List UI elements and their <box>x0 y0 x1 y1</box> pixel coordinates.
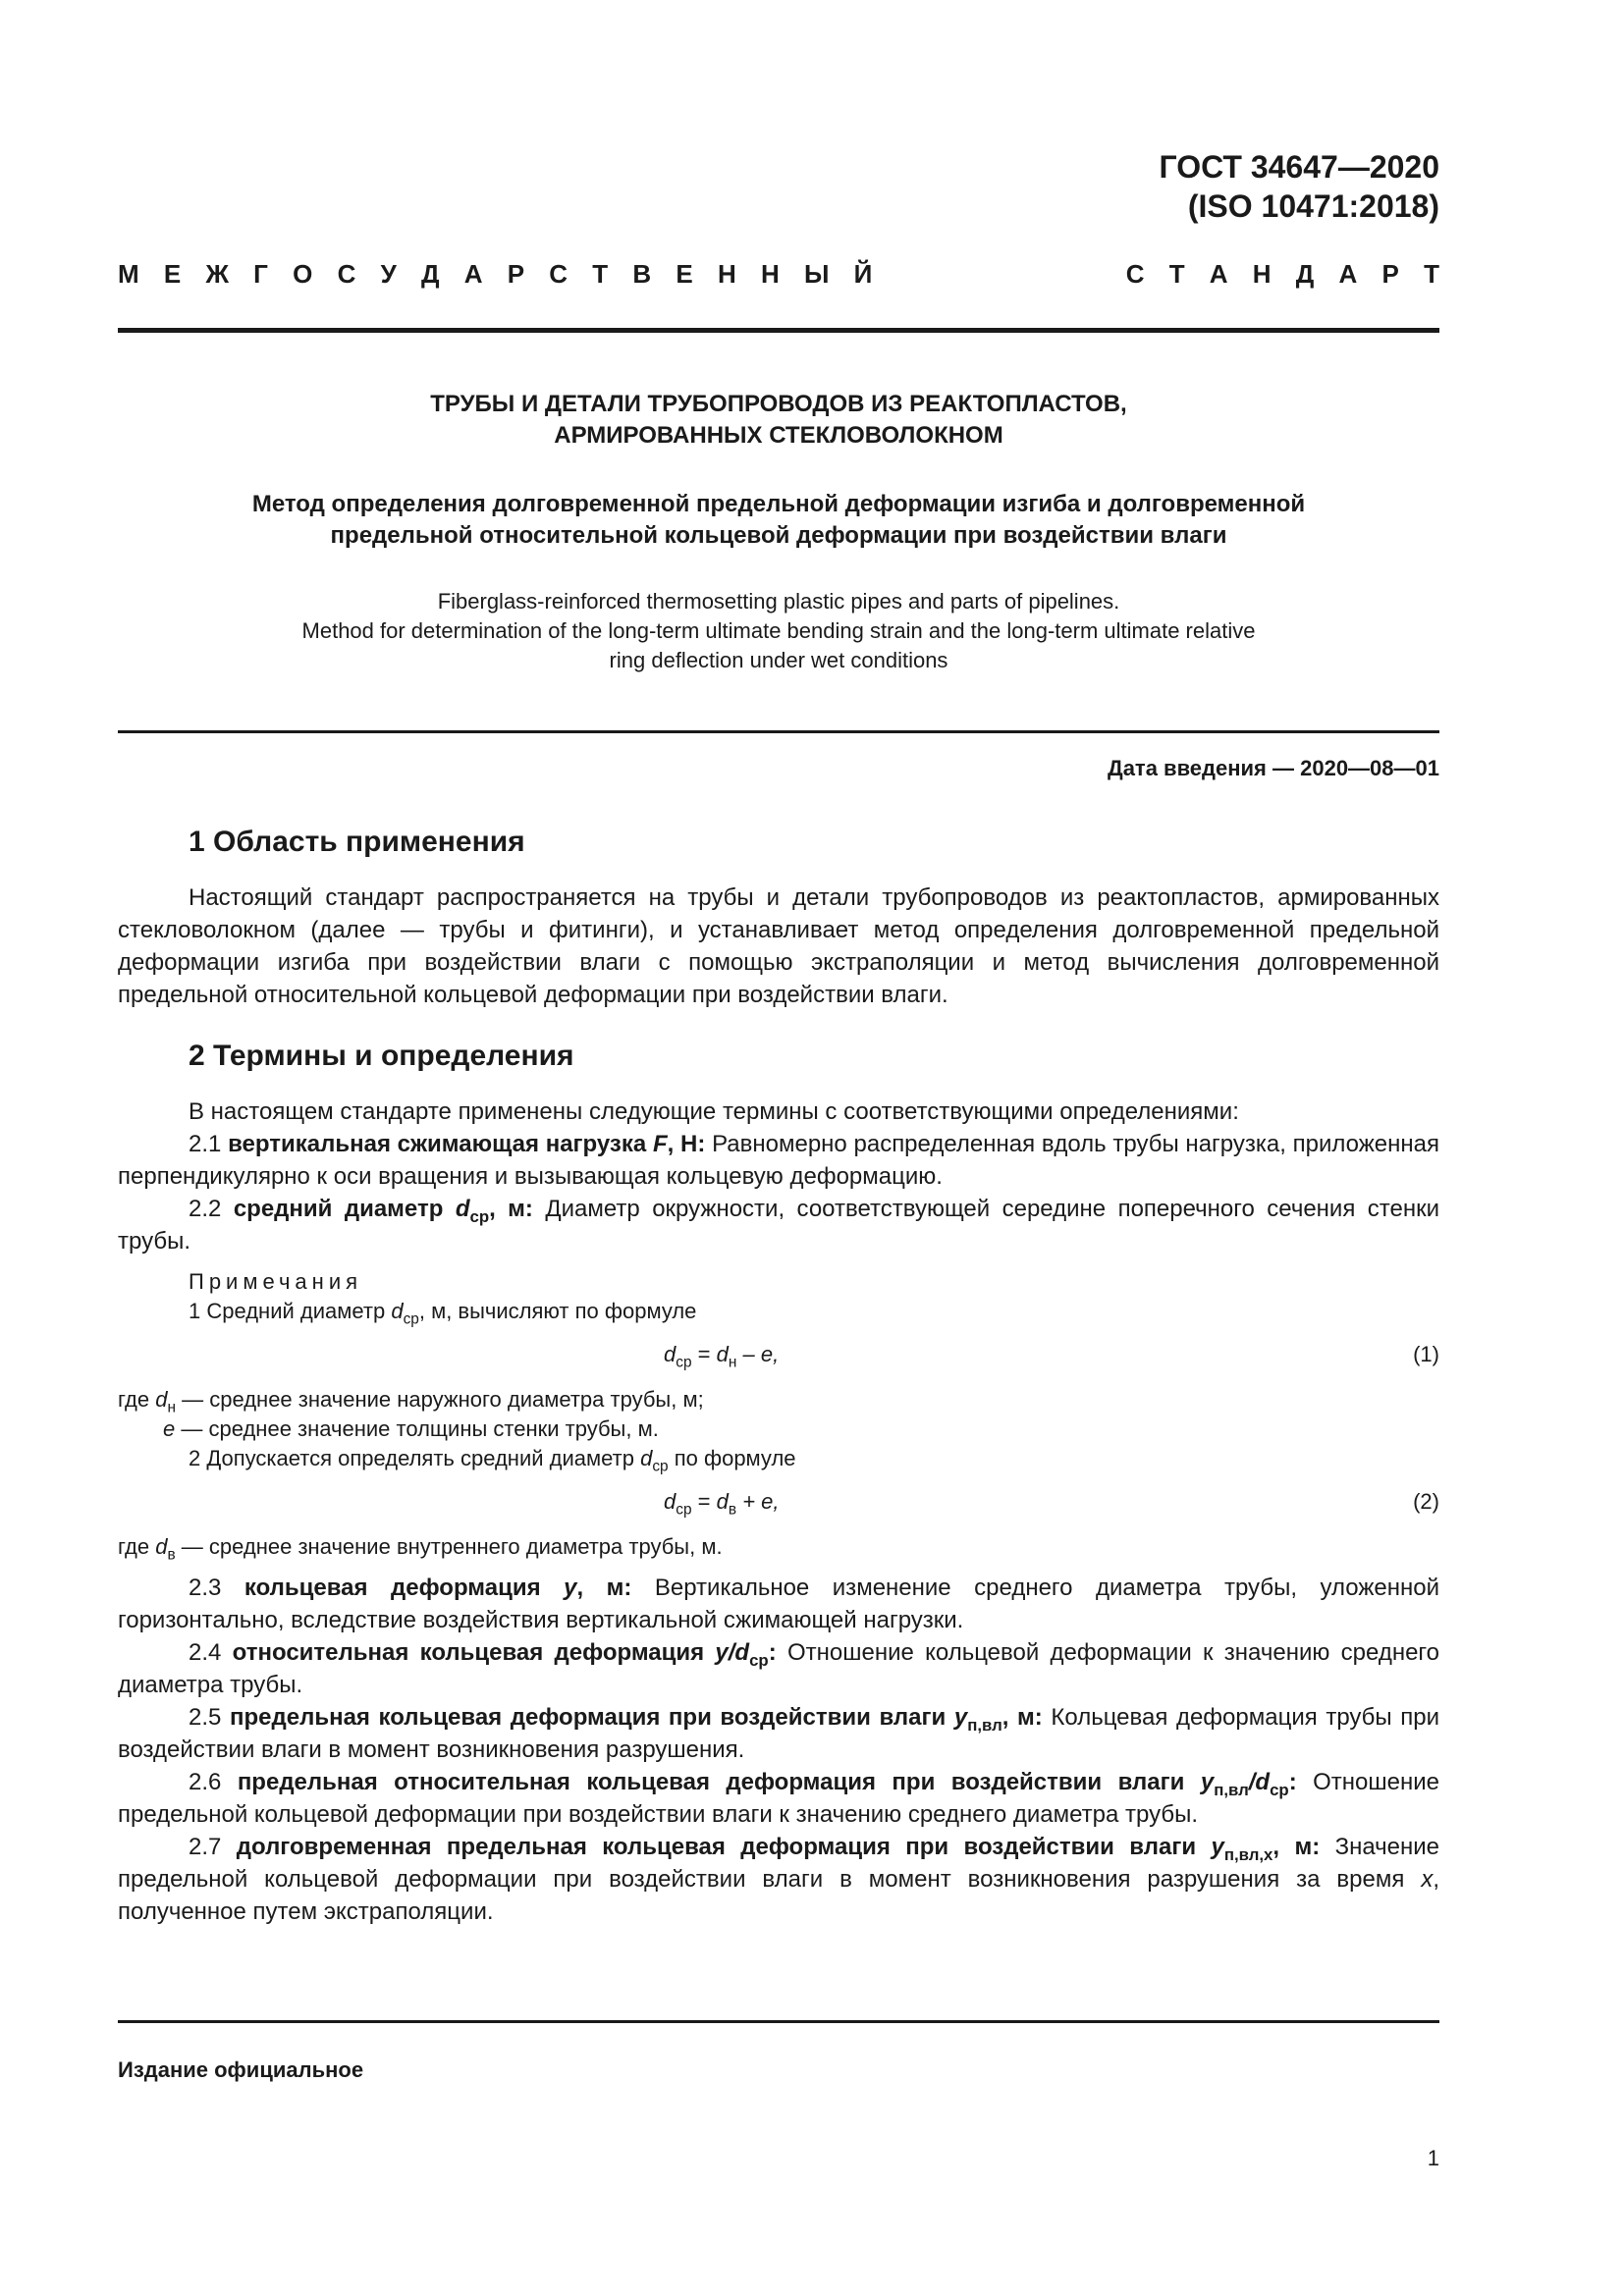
standard-type-word-2: С Т А Н Д А Р Т <box>1125 259 1439 289</box>
section-2-intro: В настоящем стандарте применены следующие термины с соответствующими определениями: <box>189 1098 1239 1125</box>
term-definition-symbol: x <box>1421 1866 1434 1893</box>
term-number: 2.4 <box>189 1639 222 1666</box>
formula-subscript: ср <box>676 1501 692 1519</box>
term-definition: Диаметр окружности, соответствующей середине поперечного сечения стенки трубы. <box>118 1196 1439 1255</box>
term-symbol: y/d <box>715 1639 750 1666</box>
term-unit: , м: <box>576 1575 632 1601</box>
term-2-3 <box>118 1572 1439 1636</box>
term-symbol-subscript: ср <box>1270 1780 1289 1799</box>
term-unit: : <box>1288 1769 1297 1795</box>
note-symbol: d <box>640 1446 653 1470</box>
formula-operator: = <box>697 1342 711 1366</box>
subtitle-line: предельной относительной кольцевой деформации при воздействии влаги <box>330 522 1227 549</box>
term-name: относительная кольцевая деформация <box>232 1639 705 1666</box>
term-name: предельная кольцевая деформация при воздействии влаги <box>229 1704 947 1731</box>
formula-2 <box>118 1473 1439 1532</box>
standard-type <box>118 259 1439 290</box>
term-number: 2.3 <box>189 1575 222 1601</box>
formula-symbol: d <box>664 1342 677 1366</box>
term-2-5 <box>118 1701 1439 1766</box>
where-symbol: d <box>155 1387 168 1412</box>
note-symbol-subscript: ср <box>652 1458 669 1475</box>
english-title-line: Fiberglass-reinforced thermosetting plastic pipes and parts of pipelines. <box>437 589 1120 614</box>
formula-symbol: d <box>664 1489 677 1514</box>
title-line: АРМИРОВАННЫХ СТЕКЛОВОЛОКНОМ <box>554 422 1003 449</box>
term-symbol-subscript: п,вл <box>1214 1780 1249 1799</box>
term-definition: Отношение предельной кольцевой деформации при воздействии влаги к значению среднего диаметра трубы. <box>118 1769 1439 1828</box>
official-edition-label: Издание официальное <box>118 2057 364 2082</box>
term-symbol: /d <box>1248 1769 1271 1795</box>
section-1-text: Настоящий стандарт распространяется на трубы и детали трубопроводов из реактопластов, армированных стекловолокном (далее — трубы и фитинги), и устанавливает метод определения долговременной предельной деформации изгиба при воздействии влаги с помощью экстраполяции и метод вычисления долговременной предельной относительной кольцевой деформации при воздействии влаги. <box>118 884 1439 1008</box>
formula-symbol: d <box>716 1342 729 1366</box>
notes-block <box>118 1267 1439 1562</box>
term-definition: Значение предельной кольцевой деформации при воздействии влаги в момент возникновения разрушения за время <box>118 1834 1440 1893</box>
term-definition: Отношение кольцевой деформации к значению среднего диаметра трубы. <box>118 1639 1439 1698</box>
where-text: где <box>118 1534 150 1559</box>
term-name: средний диаметр <box>233 1196 444 1222</box>
formula-2-number: (2) <box>1413 1489 1439 1514</box>
document-number <box>1159 147 1439 226</box>
term-number: 2.1 <box>189 1131 222 1157</box>
document-subtitle <box>118 489 1439 552</box>
where-text: — среднее значение толщины стенки трубы, м. <box>181 1416 659 1441</box>
term-number: 2.7 <box>189 1834 222 1860</box>
term-name: предельная относительная кольцевая деформация при воздействии влаги <box>237 1769 1185 1795</box>
notes-title: Примечания <box>189 1269 363 1294</box>
where-subscript: в <box>167 1546 176 1564</box>
section-1-heading: 1 Область применения <box>189 826 525 858</box>
term-number: 2.2 <box>189 1196 222 1222</box>
formula-subscript: в <box>728 1501 737 1519</box>
where-1 <box>118 1385 1439 1415</box>
where-subscript: н <box>167 1399 176 1416</box>
term-symbol: y <box>564 1575 577 1601</box>
where-symbol: e <box>163 1416 176 1441</box>
term-unit: , Н: <box>667 1131 706 1157</box>
english-title <box>118 587 1439 675</box>
term-unit: : <box>768 1639 777 1666</box>
english-title-line: ring deflection under wet conditions <box>609 648 948 672</box>
note-text: 1 Средний диаметр <box>189 1299 386 1323</box>
footer-rule <box>118 2020 1439 2023</box>
formula-subscript: н <box>728 1354 737 1371</box>
term-2-7 <box>118 1831 1439 1928</box>
term-2-6 <box>118 1766 1439 1831</box>
term-symbol-subscript: ср <box>469 1206 490 1226</box>
term-symbol: d <box>455 1196 470 1222</box>
gost-number: ГОСТ 34647—2020 <box>1159 149 1439 185</box>
formula-tail: + e, <box>742 1489 780 1514</box>
formula-2-expression <box>664 1487 780 1517</box>
term-unit: , м: <box>489 1196 533 1222</box>
term-unit: , м: <box>1001 1704 1043 1731</box>
standard-type-word-1: М Е Ж Г О С У Д А Р С Т В Е Н Н Ы Й <box>118 259 873 289</box>
term-2-2 <box>118 1193 1439 1257</box>
term-symbol-subscript: п,вл,x <box>1223 1844 1273 1864</box>
english-title-line: Method for determination of the long-term ultimate bending strain and the long-term ultimate relative <box>301 618 1256 643</box>
term-number: 2.5 <box>189 1704 222 1731</box>
term-name: долговременная предельная кольцевая деформация при воздействии влаги <box>236 1834 1197 1860</box>
formula-subscript: ср <box>676 1354 692 1371</box>
term-number: 2.6 <box>189 1769 222 1795</box>
note-2 <box>189 1444 1439 1473</box>
title-rule <box>118 730 1439 733</box>
note-text: по формуле <box>674 1446 796 1470</box>
formula-symbol: d <box>716 1489 729 1514</box>
where-2 <box>163 1415 1439 1444</box>
term-2-4 <box>118 1636 1439 1701</box>
term-name: кольцевая деформация <box>244 1575 541 1601</box>
date-of-introduction: Дата введения — 2020—08—01 <box>1108 756 1439 780</box>
term-name: вертикальная сжимающая нагрузка <box>228 1131 647 1157</box>
note-text: , м, вычисляют по формуле <box>418 1299 697 1323</box>
formula-1 <box>118 1326 1439 1385</box>
where-text: — среднее значение внутреннего диаметра трубы, м. <box>181 1534 723 1559</box>
term-symbol: y <box>953 1704 968 1731</box>
term-definition: Кольцевая деформация трубы при воздействии влаги в момент возникновения разрушения. <box>118 1704 1440 1763</box>
document-title <box>118 389 1439 452</box>
formula-1-number: (1) <box>1413 1342 1439 1366</box>
where-text: где <box>118 1387 150 1412</box>
where-symbol: d <box>155 1534 168 1559</box>
where-text: — среднее значение наружного диаметра трубы, м; <box>182 1387 704 1412</box>
term-definition: Равномерно распределенная вдоль трубы нагрузка, приложенная перпендикулярно к оси вращения и вызывающая кольцевую деформацию. <box>118 1131 1439 1190</box>
note-symbol: d <box>391 1299 404 1323</box>
subtitle-line: Метод определения долговременной предельной деформации изгиба и долговременной <box>251 491 1306 517</box>
term-symbol: y <box>1200 1769 1215 1795</box>
term-unit: , м: <box>1272 1834 1321 1860</box>
iso-number: (ISO 10471:2018) <box>1187 188 1439 224</box>
document-body <box>118 823 1439 1928</box>
formula-operator: = <box>697 1489 711 1514</box>
section-2-heading: 2 Термины и определения <box>189 1040 574 1072</box>
term-symbol: y <box>1211 1834 1224 1860</box>
term-2-1 <box>118 1128 1439 1193</box>
formula-tail: – e, <box>742 1342 780 1366</box>
note-1 <box>189 1297 1439 1326</box>
header-rule <box>118 328 1439 333</box>
note-symbol-subscript: ср <box>403 1310 419 1328</box>
page-number: 1 <box>1427 2146 1439 2170</box>
term-definition: , полученное путем экстраполяции. <box>118 1866 1439 1925</box>
term-symbol-subscript: п,вл <box>967 1715 1002 1735</box>
term-symbol-subscript: ср <box>749 1650 769 1670</box>
term-symbol: F <box>652 1131 668 1157</box>
title-line: ТРУБЫ И ДЕТАЛИ ТРУБОПРОВОДОВ ИЗ РЕАКТОПЛАСТОВ, <box>430 391 1127 417</box>
formula-1-expression <box>664 1340 779 1369</box>
where-3 <box>118 1532 1439 1562</box>
term-definition: Вертикальное изменение среднего диаметра трубы, уложенной горизонтально, вследствие воздействия вертикальной сжимающей нагрузки. <box>118 1575 1439 1633</box>
note-text: 2 Допускается определять средний диаметр <box>189 1446 634 1470</box>
